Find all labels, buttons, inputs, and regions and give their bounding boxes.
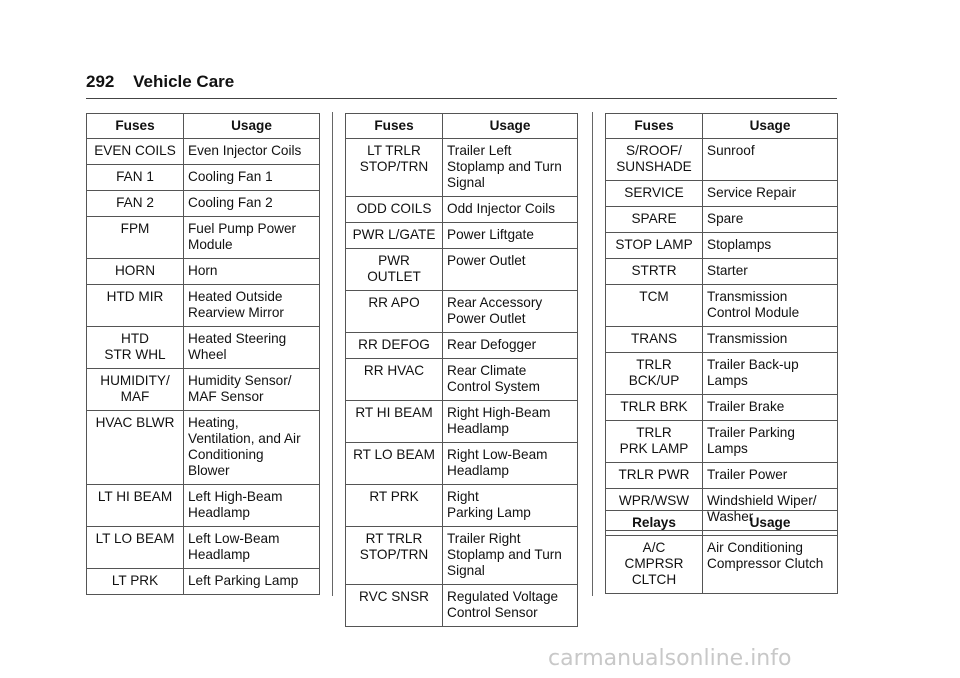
table-row bbox=[606, 463, 838, 489]
fuse-name-cell: HTD STR WHL bbox=[87, 327, 184, 369]
page-number: 292 bbox=[86, 72, 115, 91]
table-row bbox=[606, 327, 838, 353]
usage-cell: Right Low-Beam Headlamp bbox=[443, 443, 578, 485]
fuse-name-cell: SPARE bbox=[606, 207, 703, 233]
table-row bbox=[346, 401, 578, 443]
table-row bbox=[346, 197, 578, 223]
usage-cell: Starter bbox=[703, 259, 838, 285]
fuse-table-3 bbox=[605, 113, 838, 531]
usage-cell: Power Outlet bbox=[443, 249, 578, 291]
fuse-name-cell: TRLR BCK/UP bbox=[606, 353, 703, 395]
fuse-name-cell: A/C CMPRSR CLTCH bbox=[606, 536, 703, 594]
usage-cell: Heating, Ventilation, and Air Conditioning Blower bbox=[184, 411, 320, 485]
fuse-name-cell: TCM bbox=[606, 285, 703, 327]
table-row bbox=[87, 569, 320, 595]
fuse-name-cell: TRANS bbox=[606, 327, 703, 353]
table-row bbox=[87, 285, 320, 327]
table-row bbox=[87, 327, 320, 369]
relay-table bbox=[605, 510, 838, 594]
fuse-name-cell: RT PRK bbox=[346, 485, 443, 527]
usage-header: Usage bbox=[443, 114, 578, 139]
usage-cell: Right High-Beam Headlamp bbox=[443, 401, 578, 443]
table-row bbox=[87, 411, 320, 485]
table-row bbox=[606, 181, 838, 207]
usage-header: Usage bbox=[184, 114, 320, 139]
usage-cell: Trailer Back-up Lamps bbox=[703, 353, 838, 395]
usage-header: Usage bbox=[703, 114, 838, 139]
table-row bbox=[606, 259, 838, 285]
column-divider bbox=[332, 112, 333, 596]
table-row bbox=[346, 249, 578, 291]
table-row bbox=[606, 421, 838, 463]
usage-cell: Cooling Fan 2 bbox=[184, 191, 320, 217]
fuse-name-cell: LT LO BEAM bbox=[87, 527, 184, 569]
fuse-name-cell: HVAC BLWR bbox=[87, 411, 184, 485]
table-row bbox=[87, 191, 320, 217]
table-row bbox=[346, 139, 578, 197]
usage-cell: Spare bbox=[703, 207, 838, 233]
fuse-name-cell: RT HI BEAM bbox=[346, 401, 443, 443]
usage-cell: Trailer Brake bbox=[703, 395, 838, 421]
table-header-row bbox=[87, 114, 320, 139]
usage-header: Usage bbox=[703, 511, 838, 536]
usage-cell: Transmission Control Module bbox=[703, 285, 838, 327]
fuse-name-cell: LT HI BEAM bbox=[87, 485, 184, 527]
usage-cell: Cooling Fan 1 bbox=[184, 165, 320, 191]
fuse-name-cell: STOP LAMP bbox=[606, 233, 703, 259]
table-row bbox=[87, 139, 320, 165]
usage-cell: Windshield Wiper/ Washer bbox=[703, 489, 838, 531]
fuse-name-cell: PWR L/GATE bbox=[346, 223, 443, 249]
table-row bbox=[346, 291, 578, 333]
fuse-name-cell: S/ROOF/ SUNSHADE bbox=[606, 139, 703, 181]
usage-cell: Left High-Beam Headlamp bbox=[184, 485, 320, 527]
usage-cell: Power Liftgate bbox=[443, 223, 578, 249]
fuse-name-cell: TRLR PRK LAMP bbox=[606, 421, 703, 463]
table-row bbox=[87, 369, 320, 411]
usage-cell: Air Conditioning Compressor Clutch bbox=[703, 536, 838, 594]
usage-cell: Rear Defogger bbox=[443, 333, 578, 359]
fuse-name-cell: ODD COILS bbox=[346, 197, 443, 223]
table-row bbox=[346, 485, 578, 527]
header-rule bbox=[86, 98, 837, 99]
usage-cell: Rear Accessory Power Outlet bbox=[443, 291, 578, 333]
table-row bbox=[606, 207, 838, 233]
table-row bbox=[346, 443, 578, 485]
usage-cell: Horn bbox=[184, 259, 320, 285]
fuse-table-2 bbox=[345, 113, 578, 627]
page-header bbox=[86, 72, 234, 92]
table-row bbox=[606, 233, 838, 259]
table-row bbox=[346, 223, 578, 249]
relays-header: Relays bbox=[606, 511, 703, 536]
fuse-name-cell: HUMIDITY/ MAF bbox=[87, 369, 184, 411]
fuse-table-1 bbox=[86, 113, 320, 595]
table-row bbox=[606, 285, 838, 327]
table-row bbox=[606, 395, 838, 421]
fuses-header: Fuses bbox=[346, 114, 443, 139]
table-row bbox=[87, 165, 320, 191]
table-header-row bbox=[346, 114, 578, 139]
table-row bbox=[87, 485, 320, 527]
column-divider bbox=[592, 112, 593, 596]
usage-cell: Odd Injector Coils bbox=[443, 197, 578, 223]
usage-cell: Heated Steering Wheel bbox=[184, 327, 320, 369]
fuse-name-cell: PWR OUTLET bbox=[346, 249, 443, 291]
fuse-name-cell: WPR/WSW bbox=[606, 489, 703, 531]
fuse-name-cell: FAN 1 bbox=[87, 165, 184, 191]
usage-cell: Regulated Voltage Control Sensor bbox=[443, 585, 578, 627]
usage-cell: Trailer Parking Lamps bbox=[703, 421, 838, 463]
table-row bbox=[606, 139, 838, 181]
fuse-name-cell: TRLR BRK bbox=[606, 395, 703, 421]
fuse-name-cell: FAN 2 bbox=[87, 191, 184, 217]
table-row bbox=[87, 217, 320, 259]
fuse-name-cell: RR HVAC bbox=[346, 359, 443, 401]
fuse-name-cell: TRLR PWR bbox=[606, 463, 703, 489]
fuses-header: Fuses bbox=[87, 114, 184, 139]
usage-cell: Rear Climate Control System bbox=[443, 359, 578, 401]
usage-cell: Trailer Right Stoplamp and Turn Signal bbox=[443, 527, 578, 585]
table-header-row bbox=[606, 114, 838, 139]
table-row bbox=[346, 359, 578, 401]
fuse-name-cell: FPM bbox=[87, 217, 184, 259]
usage-cell: Sunroof bbox=[703, 139, 838, 181]
table-row bbox=[346, 585, 578, 627]
usage-cell: Trailer Left Stoplamp and Turn Signal bbox=[443, 139, 578, 197]
fuse-name-cell: HORN bbox=[87, 259, 184, 285]
fuse-name-cell: RVC SNSR bbox=[346, 585, 443, 627]
fuse-name-cell: RT LO BEAM bbox=[346, 443, 443, 485]
table-header-row bbox=[606, 511, 838, 536]
usage-cell: Left Low-Beam Headlamp bbox=[184, 527, 320, 569]
table-row bbox=[606, 353, 838, 395]
usage-cell: Heated Outside Rearview Mirror bbox=[184, 285, 320, 327]
fuse-name-cell: STRTR bbox=[606, 259, 703, 285]
usage-cell: Even Injector Coils bbox=[184, 139, 320, 165]
usage-cell: Humidity Sensor/ MAF Sensor bbox=[184, 369, 320, 411]
usage-cell: Right Parking Lamp bbox=[443, 485, 578, 527]
fuse-name-cell: SERVICE bbox=[606, 181, 703, 207]
table-row bbox=[346, 527, 578, 585]
fuse-name-cell: EVEN COILS bbox=[87, 139, 184, 165]
section-title: Vehicle Care bbox=[133, 72, 235, 91]
usage-cell: Service Repair bbox=[703, 181, 838, 207]
watermark: carmanualsonline.info bbox=[548, 646, 792, 671]
fuse-name-cell: RR DEFOG bbox=[346, 333, 443, 359]
fuse-name-cell: HTD MIR bbox=[87, 285, 184, 327]
usage-cell: Left Parking Lamp bbox=[184, 569, 320, 595]
table-row bbox=[87, 259, 320, 285]
usage-cell: Stoplamps bbox=[703, 233, 838, 259]
fuse-name-cell: LT PRK bbox=[87, 569, 184, 595]
fuse-name-cell: RR APO bbox=[346, 291, 443, 333]
table-row bbox=[87, 527, 320, 569]
table-row bbox=[346, 333, 578, 359]
table-row bbox=[606, 536, 838, 594]
usage-cell: Trailer Power bbox=[703, 463, 838, 489]
fuses-header: Fuses bbox=[606, 114, 703, 139]
usage-cell: Transmission bbox=[703, 327, 838, 353]
fuse-name-cell: LT TRLR STOP/TRN bbox=[346, 139, 443, 197]
fuse-name-cell: RT TRLR STOP/TRN bbox=[346, 527, 443, 585]
usage-cell: Fuel Pump Power Module bbox=[184, 217, 320, 259]
